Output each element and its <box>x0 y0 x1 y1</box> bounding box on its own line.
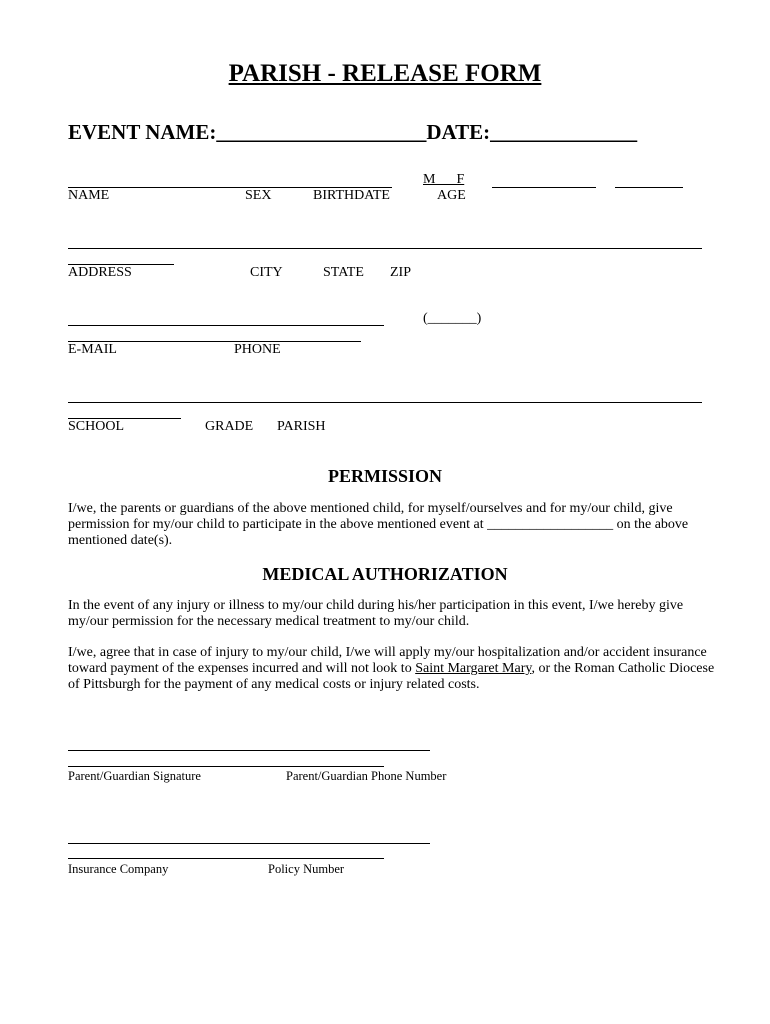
medical-para-2-end: , or the Roman Catholic Diocese of Pittsburgh for the payment of any medical costs or injury related costs. <box>68 661 715 692</box>
city-label: CITY <box>250 265 283 280</box>
policy-number-field[interactable] <box>68 858 384 859</box>
parish-name-link: Saint Margaret Mary <box>415 661 532 676</box>
grade-label: GRADE <box>205 419 254 434</box>
sex-options-text: M F <box>423 172 465 187</box>
name-label: NAME <box>68 188 110 203</box>
phone-label: PHONE <box>234 342 281 357</box>
email-label: E-MAIL <box>68 342 117 357</box>
insurance-company-label: Insurance Company <box>68 862 169 876</box>
medical-para-1: In the event of any injury or illness to my/our child during his/her participation in this event, I/we hereby give my/our permission for the necessary medical treatment to my/our child. <box>68 598 684 629</box>
form-title: PARISH - RELEASE FORM <box>228 60 542 87</box>
medical-heading: MEDICAL AUTHORIZATION <box>262 564 508 584</box>
state-label: STATE <box>323 265 364 280</box>
zip-label: ZIP <box>390 265 411 280</box>
age-label: AGE <box>437 188 466 203</box>
permission-text: I/we, the parents or guardians of the above mentioned child, for myself/ourselves and for my/our child, give permission for my/our child to participate in the above mentioned event at __________________ on the above mentioned date(s). <box>68 501 689 548</box>
sex-label: SEX <box>245 188 272 203</box>
medical-para-2-start: I/we, agree that in case of injury to my/our child, I/we will apply my/our hospitalization and/or accident insurance toward payment of the expenses incurred and will not look to <box>68 645 707 676</box>
event-line <box>68 120 637 145</box>
parish-label: PARISH <box>277 419 326 434</box>
event-name-label: EVENT NAME: <box>68 120 217 144</box>
address-field[interactable] <box>68 248 702 249</box>
medical-para-2 <box>68 645 718 693</box>
sex-options[interactable] <box>423 172 464 188</box>
signature-label: Parent/Guardian Signature <box>68 769 201 783</box>
school-label: SCHOOL <box>68 419 125 434</box>
birthdate-label: BIRTHDATE <box>313 188 390 203</box>
phone-area-code-field[interactable]: (_______) <box>423 311 482 326</box>
insurance-company-field[interactable] <box>68 843 430 844</box>
event-name-field[interactable]: ____________________ <box>216 120 427 144</box>
date-label: DATE: <box>426 120 491 144</box>
signature-field[interactable] <box>68 750 430 751</box>
address-label: ADDRESS <box>68 265 132 280</box>
email-field[interactable] <box>68 325 384 326</box>
policy-number-label: Policy Number <box>268 862 345 876</box>
guardian-phone-field[interactable] <box>68 766 384 767</box>
school-field[interactable] <box>68 402 702 403</box>
birthdate-field[interactable] <box>492 187 596 188</box>
date-field[interactable]: ______________ <box>490 120 638 144</box>
guardian-phone-label: Parent/Guardian Phone Number <box>286 769 447 783</box>
age-field[interactable] <box>615 187 683 188</box>
permission-heading: PERMISSION <box>327 466 443 486</box>
